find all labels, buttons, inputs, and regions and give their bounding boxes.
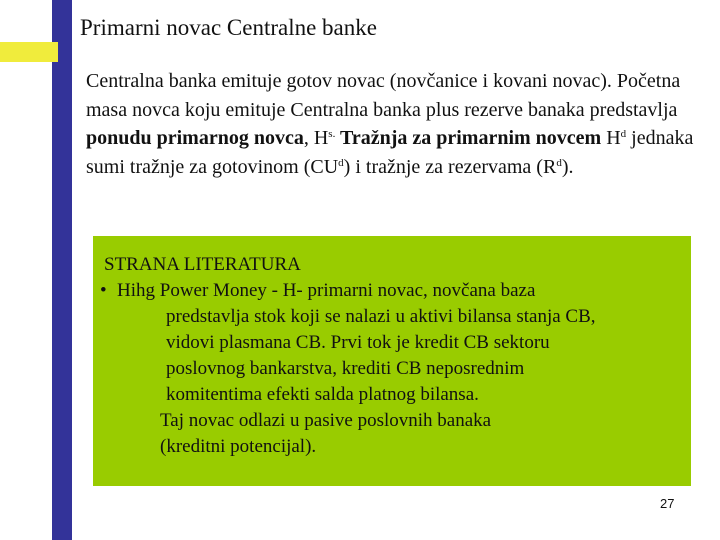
bullet-icon: • [100,280,107,301]
body-paragraph [86,67,696,181]
body-text-1: Centralna banka emituje gotov novac (novčanice i kovani novac). Početna masa novca koju emituje Centralna banka plus rezerve banaka predstavlja [86,70,681,121]
body-text-4: jednaka sumi tražnje za gotovinom (CU [86,127,694,178]
page-number: 27 [660,496,675,511]
body-bold-2: Tražnja za primarnim novcem [335,127,602,149]
left-accent-bar [52,0,72,540]
box-heading: STRANA LITERATURA [104,254,301,275]
superscript-d-1: d [620,128,627,140]
box-line-3: vidovi plasmana CB. Prvi tok je kredit CB sektoru [166,332,550,353]
superscript-d-2: d [338,156,344,169]
box-line-2: predstavlja stok koji se nalazi u aktivi bilansa stanja CB, [166,306,596,327]
left-accent-stripe [0,42,58,62]
box-line-7: (kreditni potencijal). [160,436,317,457]
box-line-6: Taj novac odlazi u pasive poslovnih banaka [160,410,492,431]
box-line-1: Hihg Power Money - H- primarni novac, novčana baza [117,280,536,301]
slide-title: Primarni novac Centralne banke [80,15,377,40]
box-line-5: komitentima efekti salda platnog bilansa. [166,384,479,405]
body-bold-1: ponudu primarnog novca [86,127,304,149]
body-text-2: , H [303,127,329,149]
body-text-6: ). [561,155,574,178]
body-text-3: H [601,127,621,149]
box-line-4: poslovnog bankarstva, krediti CB neposrednim [166,358,525,379]
superscript-d-3: d [556,156,562,169]
body-text-5: ) i tražnje za rezervama (R [343,155,557,178]
superscript-s: s. [328,128,336,140]
